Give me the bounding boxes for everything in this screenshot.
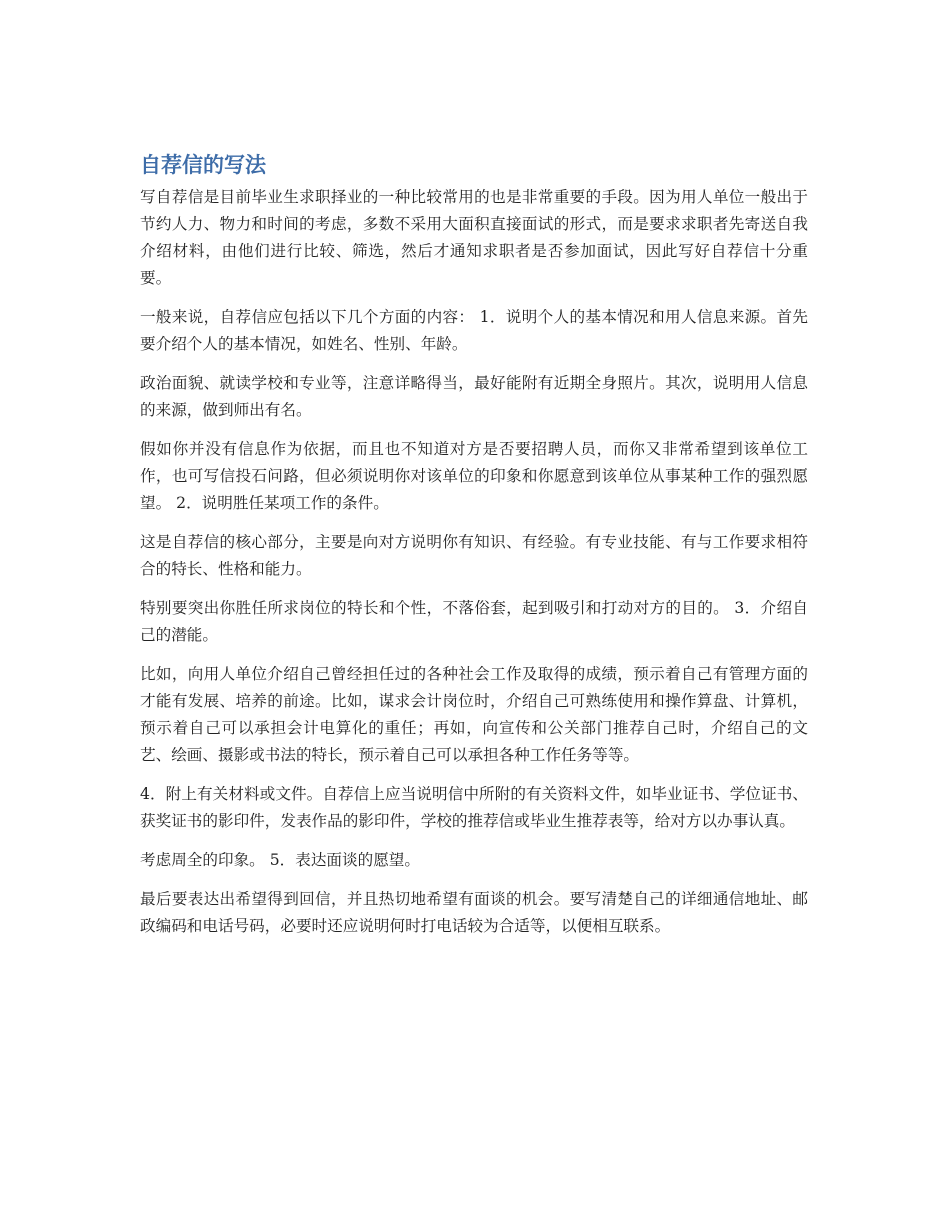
paragraph-personal-info: 政治面貌、就读学校和专业等，注意详略得当，最好能附有近期全身照片。其次，说明用人信息的来源，做到师出有名。 bbox=[140, 374, 808, 419]
paragraph-closing: 最后要表达出希望得到回信，并且热切地希望有面谈的机会。要写清楚自己的详细通信地址、邮政编码和电话号码，必要时还应说明何时打电话较为合适等，以便相互联系。 bbox=[140, 890, 808, 935]
paragraph-intro: 写自荐信是目前毕业生求职择业的一种比较常用的也是非常重要的手段。因为用人单位一般出于节约人力、物力和时间的考虑，多数不采用大面积直接面试的形式，而是要求求职者先寄送自我介绍材料，由他们进行比较、筛选，然后才通知求职者是否参加面试，因此写好自荐信十分重要。 bbox=[140, 188, 808, 287]
paragraph-potential: 比如，向用人单位介绍自己曾经担任过的各种社会工作及取得的成绩，预示着自己有管理方面的才能有发展、培养的前途。比如，谋求会计岗位时，介绍自己可熟练使用和操作算盘、计算机，预示着自己可以承担会计电算化的重任；再如，向宣传和公关部门推荐自己时，介绍自己的文艺、绘画、摄影或书法的特长，预示着自己可以承担各种工作任务等等。 bbox=[140, 665, 808, 764]
paragraph-inquiry: 假如你并没有信息作为依据，而且也不知道对方是否要招聘人员，而你又非常希望到该单位工作，也可写信投石问路，但必须说明你对该单位的印象和你愿意到该单位从事某种工作的强烈愿望。 2．说明胜任某项工作的条件。 bbox=[140, 440, 808, 512]
document-title: 自荐信的写法 bbox=[140, 153, 266, 177]
paragraph-attachments: 4．附上有关材料或文件。自荐信上应当说明信中所附的有关资料文件，如毕业证书、学位证书、获奖证书的影印件，发表作品的影印件，学校的推荐信或毕业生推荐表等，给对方以办事认真。 bbox=[140, 785, 808, 830]
paragraph-contents-overview: 一般来说，自荐信应包括以下几个方面的内容： 1．说明个人的基本情况和用人信息来源。首先要介绍个人的基本情况，如姓名、性别、年龄。 bbox=[140, 308, 808, 353]
paragraph-interview-intro: 考虑周全的印象。 5．表达面谈的愿望。 bbox=[140, 851, 420, 869]
document-page bbox=[140, 150, 808, 952]
paragraph-core-part: 这是自荐信的核心部分，主要是向对方说明你有知识、有经验。有专业技能、有与工作要求相符合的特长、性格和能力。 bbox=[140, 533, 808, 578]
paragraph-strengths: 特别要突出你胜任所求岗位的特长和个性，不落俗套，起到吸引和打动对方的目的。 3．介绍自己的潜能。 bbox=[140, 599, 808, 644]
